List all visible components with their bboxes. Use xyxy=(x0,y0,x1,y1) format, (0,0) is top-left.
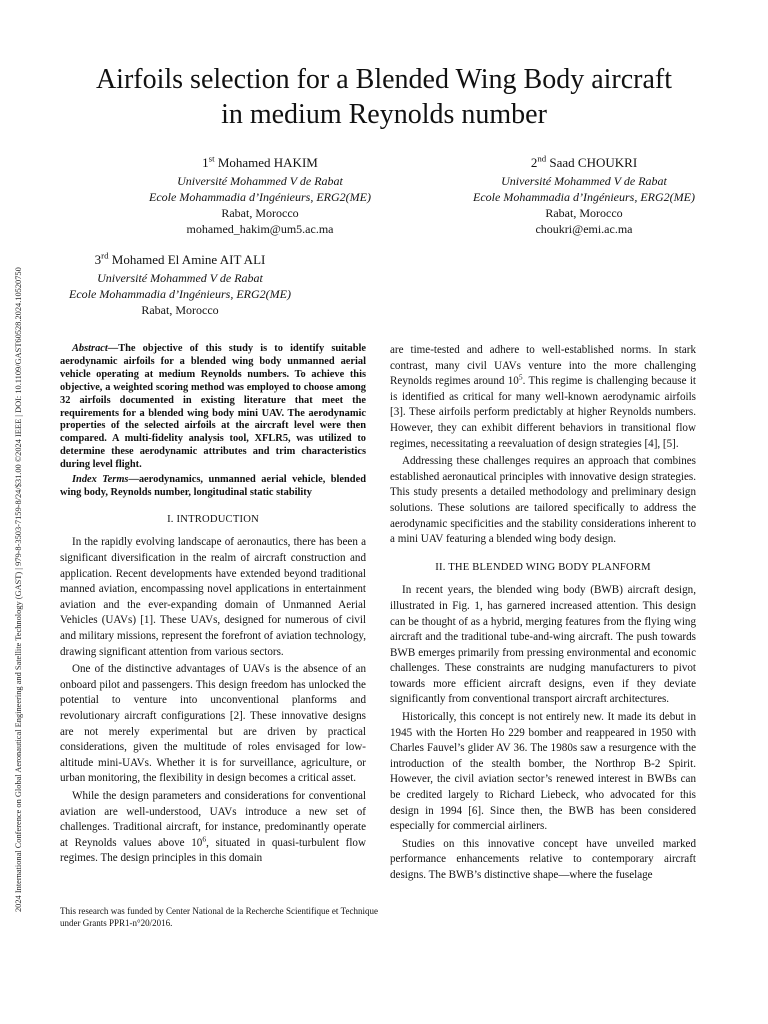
author-3-school: Ecole Mohammadia d’Ingénieurs, ERG2(ME) xyxy=(69,287,291,301)
author-3-university: Université Mohammed V de Rabat xyxy=(97,271,263,285)
author-3-name: 3rd Mohamed El Amine AIT ALI xyxy=(94,250,266,267)
title-line-1: Airfoils selection for a Blended Wing Body aircraft xyxy=(95,64,673,95)
author-1-email: mohamed_hakim@um5.ac.ma xyxy=(186,222,334,236)
author-1-city: Rabat, Morocco xyxy=(221,206,299,220)
title-line-2: in medium Reynolds number xyxy=(221,99,547,130)
author-2-email: choukri@emi.ac.ma xyxy=(535,222,633,236)
intro-paragraph-4: Addressing these challenges requires an approach that combines established aeronautical principles with innovative design strategies. This study presents a detailed methodology and preliminary design solutions. These solutions are tailored specifically to address the aerodynamic specificities and the stability considerations inherent to a mini UAV featuring a blended wing body design. xyxy=(390,455,696,546)
author-1-name: 1st Mohamed HAKIM xyxy=(202,153,318,170)
author-1-school: Ecole Mohammadia d’Ingénieurs, ERG2(ME) xyxy=(149,190,371,204)
section-heading-introduction: I. INTRODUCTION xyxy=(167,513,259,525)
intro-paragraph-2: One of the distinctive advantages of UAVs is the absence of an onboard pilot and passengers. This design freedom has unlocked the potential to venture into unconventional planforms and revolutionary aircraft configurations [2]. These innovative designs are not merely experimental but are driven by practical considerations, given the multitude of roles envisaged for low-altitude mini-UAVs. Whether it is for surveillance, agriculture, or urban monitoring, the flexibility in design becomes a critical asset. xyxy=(60,663,366,785)
footnote: This research was funded by Center National de la Recherche Scientifique et Technique under Grants PPR1-n°20/2016. xyxy=(60,906,378,928)
author-2 xyxy=(454,155,714,237)
author-3 xyxy=(50,252,310,318)
author-2-city: Rabat, Morocco xyxy=(545,206,623,220)
intro-paragraph-1: In the rapidly evolving landscape of aeronautics, there has been a significant diversification in the realm of aircraft construction and application. Recent developments have extended beyond traditional manned aviation, encompassing novel applications in entertainment aviation and the ever-expanding domain of Unmanned Aerial Vehicles (UAVs) [1]. These UAVs, designed for numerous of civil and military missions, represent the forefront of aviation technology, drawing significant attention from various sectors. xyxy=(60,536,366,658)
author-2-name: 2nd Saad CHOUKRI xyxy=(530,153,638,170)
intro-paragraph-3: While the design parameters and considerations for conventional aviation are well-understood, UAVs introduce a new set of challenges. Traditional aircraft, for instance, predominantly operate at Reynolds values above $10^6$, situated in quasi-turbulent flow regimes. The design principles in this domain xyxy=(60,789,366,865)
bwb-paragraph-2: Historically, this concept is not entirely new. It made its debut in 1945 with the Horten Ho 229 bomber and reappeared in 1950 with Charles Fauvel’s glider AV 36. The 1980s saw a resurgence with the introduction of the stealth bomber, the Northrop B-2 Spirit. However, the civil aviation sector’s renewed interest in BWBs can be credited largely to Richard Liebeck, who advocated for this design in 1994 [6]. Since then, the BWB has been considered especially for commercial airliners. xyxy=(390,711,696,833)
section-heading-bwb-planform: II. THE BLENDED WING BODY PLANFORM xyxy=(435,561,651,573)
author-3-city: Rabat, Morocco xyxy=(141,303,219,317)
index-terms: Index Terms—aerodynamics, unmanned aerial vehicle, blended wing body, Reynolds number, longitudinal static stability xyxy=(60,474,366,498)
sidebar-citation xyxy=(14,112,30,912)
abstract: Abstract—The objective of this study is to identify suitable aerodynamic airfoils for a blended wing body unmanned aerial vehicle operating at medium Reynolds numbers. To achieve this objective, a weighted scoring method was employed to choose among 32 airfoils documented in existing literature that meet the requirements for a blended wing body mini UAV. The aerodynamic properties of the selected airfoils at the aircraft level were then compared. A multi-fidelity analysis tool, XFLR5, was utilized to determine these aerodynamic attributes and trim characteristics during level flight. xyxy=(60,343,366,471)
author-1-university: Université Mohammed V de Rabat xyxy=(177,174,343,188)
right-column xyxy=(390,343,696,886)
author-1 xyxy=(130,155,390,237)
author-2-school: Ecole Mohammadia d’Ingénieurs, ERG2(ME) xyxy=(473,190,695,204)
bwb-paragraph-1: In recent years, the blended wing body (BWB) aircraft design, illustrated in Fig. 1, has garnered increased attention. This design can be thought of as a hybrid, merging features from the flying wing aircraft and the traditional tube-and-wing aircraft. The push towards BWB emerges primarily from pressing environmental and economic challenges. These constraints are nudging manufacturers to pivot towards more efficient aircraft designs, even if they deviate significantly from conventional transport aircraft architectures. xyxy=(390,584,696,706)
sidebar-citation-text: 2024 International Conference on Global Aeronautical Engineering and Satellite Technology (GAST) | 979-8-3503-7159-8/24/$31.00 ©2024 IEEE | DOI: 10.1109/GAST60528.2024.10520750 xyxy=(14,267,23,912)
left-column xyxy=(60,343,366,869)
bwb-paragraph-3: Studies on this innovative concept have unveiled marked performance enhancements relative to contemporary aircraft designs. The BWB’s distinctive shape—where the fuselage xyxy=(390,837,696,881)
paper-title xyxy=(40,62,728,132)
intro-paragraph-3-continued: are time-tested and adhere to well-established norms. In stark contrast, many civil UAVs venture into the more challenging Reynolds regimes around $10^5$. This regime is challenging because it is identified as critical for many well-known aerodynamic airfoils [3]. These airfoils perform predictably at higher Reynolds numbers. However, they can exhibit different behaviors in transitional flow regimes, necessitating a reevaluation of design strategies [4], [5]. xyxy=(390,344,696,450)
author-2-university: Université Mohammed V de Rabat xyxy=(501,174,667,188)
